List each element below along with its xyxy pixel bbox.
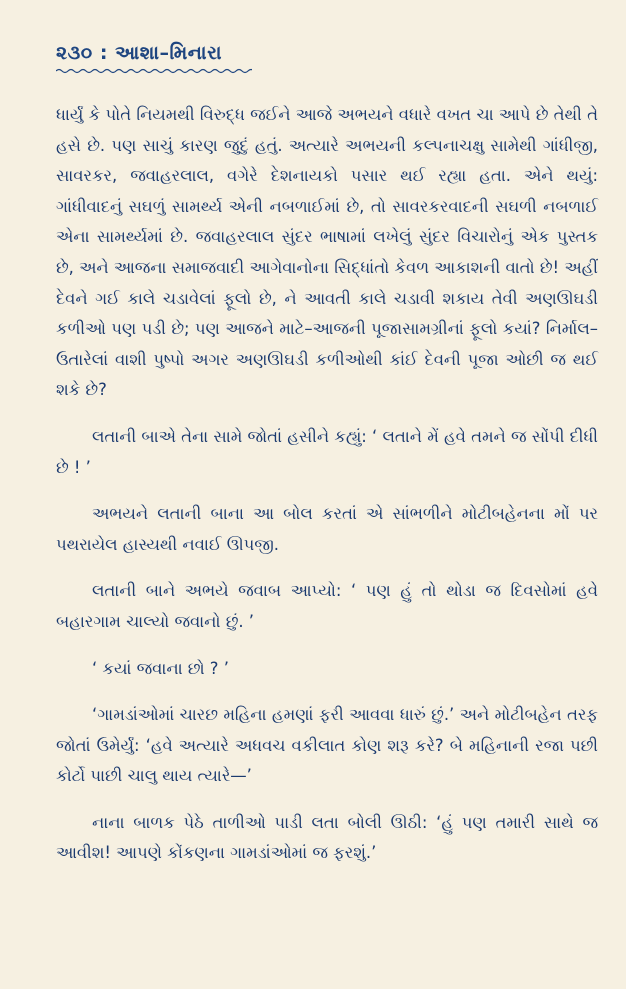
- paragraph-village-plan: ‘ગામડાંઓમાં ચારછ મહિના હમણાં ફરી આવવા ધારું છું.’ અને મોટીબહેન તરફ જોતાં ઉમેર્યું: ‘હવે અત્યારે અધવચ વકીલાત કોણ શરૂ કરે? બે મહિનાની રજા પછી કોર્ટો પાછી ચાલુ થાય ત્યારે—’: [56, 705, 598, 786]
- paragraph-mother-remark: લતાની બાએ તેના સામે જોતાં હસીને કહ્યું: ‘ લતાને મેં હવે તમને જ સોંપી દીધી છે ! ’: [56, 426, 598, 477]
- running-head-text: ૨૩૦ : આશા–મિનારા: [56, 42, 223, 64]
- paragraph-continued: ધાર્યું કે પોતે નિયમથી વિરુદ્ધ જઈને આજે અભયને વધારે વખત ચા આપે છે તેથી તે હસે છે. પણ સાચું કારણ જુદું હતું. અત્યારે અભયની કલ્પનાચક્ષુ સામેથી ગાંધીજી, સાવરકર, જવાહરલાલ, વગેરે દેશનાયકો પસાર થઈ રહ્યા હતા. એને થયું: ગાંધીવાદનું સઘળું સામર્થ્ય એની નબળાઈમાં છે, તો સાવરકરવાદની સઘળી નબળાઈ એના સામર્થ્યમાં છે. જવાહરલાલ સુંદર ભાષામાં લખેલું સુંદર વિચારોનું એક પુસ્તક છે, અને આજના સમાજવાદી આગેવાનોના સિદ્ધાંતો કેવળ આકાશની વાતો છે! અહીં દેવને ગઈ કાલે ચડાવેલાં ફૂલો છે, ને આવતી કાલે ચડાવી શકાય તેવી અણઊઘડી કળીઓ પણ પડી છે; પણ આજને માટે–આજની પૂજાસામગ્રીનાં ફૂલો કયાં? નિર્માલ–ઉતારેલાં વાશી પુષ્પો અગર અણઊઘડી કળીઓથી કાંઈ દેવની પૂજા ઓછી જ થઈ શકે છે?: [56, 105, 598, 400]
- paragraph-abhay-surprise: અભયને લતાની બાના આ બોલ કરતાં એ સાંભળીને મોટીબહેનના મોં પર પથરાયેલ હાસ્યથી નવાઈ ઊપજી.: [56, 504, 598, 554]
- paragraph-lata-exclaims: નાના બાળક પેઠે તાળીઓ પાડી લતા બોલી ઊઠી: ‘હું પણ તમારી સાથે જ આવીશ! આપણે કોંકણના ગામડાંઓમાં જ ફરશું.’: [56, 812, 598, 863]
- running-head: [56, 40, 252, 100]
- paragraph-question: ‘ કયાં જવાના છો ? ’: [92, 658, 229, 678]
- paragraph-abhay-reply: લતાની બાને અભયે જવાબ આપ્યો: ‘ પણ હું તો થોડા જ દિવસોમાં હવે બહારગામ ચાલ્યો જવાનો છું. ’: [56, 581, 598, 631]
- wavy-underline: [56, 68, 252, 74]
